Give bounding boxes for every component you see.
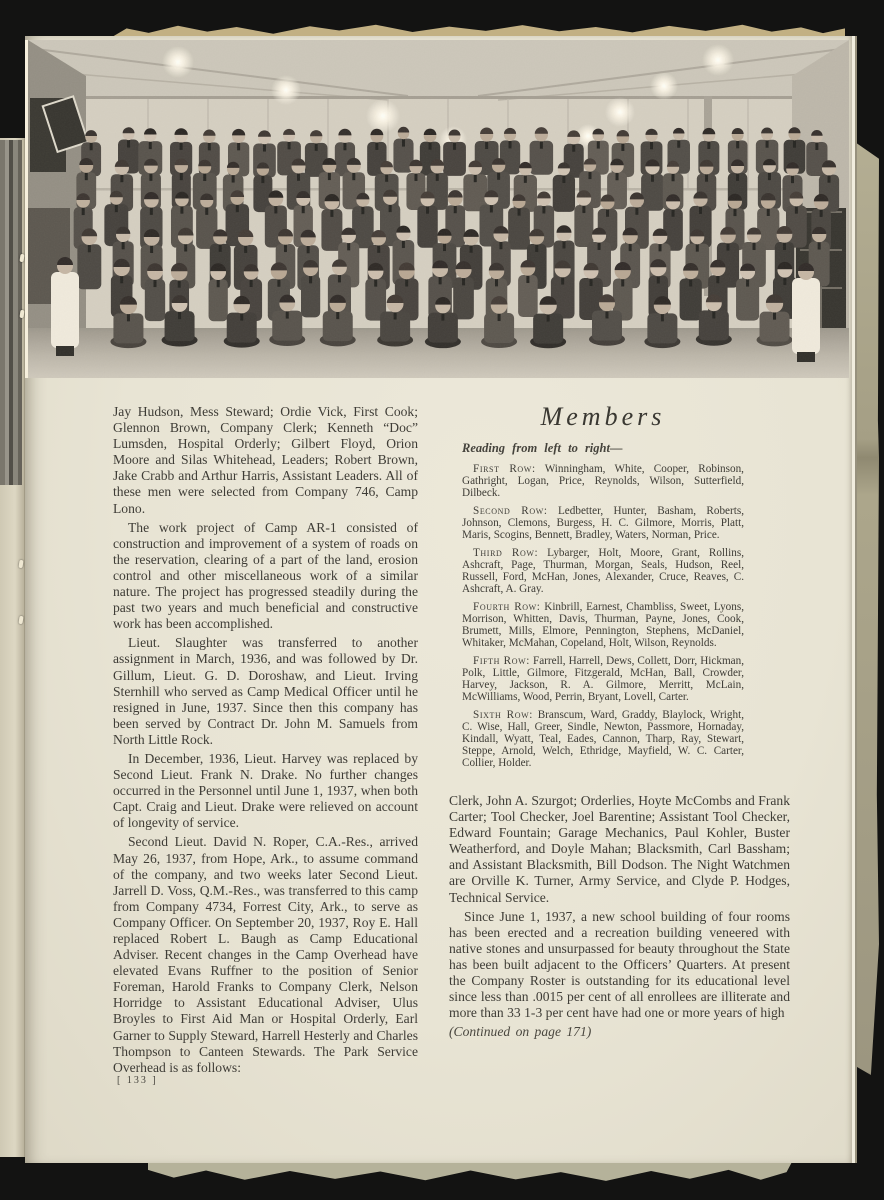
member-row-label: Fifth Row: [473,655,530,667]
continued-note: (Continued on page 171) [449,1024,592,1040]
previous-page-photo-fragment [0,140,22,485]
member-row-label: Sixth Row: [473,709,533,721]
paragraph: Second Lieut. David N. Roper, C.A.-Res., arrived May 26, 1937, from Hope, Ark., to assume command of the company, and two weeks later Second Lieut. Jarrell D. Voss, Q.M.-Res., was transferred to this camp from Company 4734, Forrest City, Ark., to serve as Company Officer. On September 20, 1937, Roy E. Hall replaced Robert L. Baugh as Camp Educational Adviser. Recent changes in the Camp Overhead have elevated Evans Ruffner to the position of Senior Foreman, Harold Franks to Company Clerk, Nelson Horridge to Assistant Educational Adviser, Ulus Broyles to First Aid Man or Hospital Orderly, Earl Garner to Supply Steward, Harrell Hesterly and Charles Thompson to Canteen Stewards. The Park Service Overhead is as follows: [113,834,418,1075]
photo-grain-overlay [28,40,849,378]
member-row-names: Lybarger, Holt, Moore, Grant, Rollins, Ashcraft, Page, Thurman, Morgan, Seals, Hudson, Reel, Russell, Ford, McHan, Jones, Alexander, Cruce, Reaves, C. Ashcraft, A. Gray. [462,547,744,595]
member-row [462,463,744,499]
member-row-label: First Row: [473,463,536,475]
member-row-names: Branscum, Ward, Graddy, Blaylock, Wright, C. Wise, Hall, Greer, Sindle, Newton, Passmore, Hornaday, Kindall, Wyatt, Teal, Eades, Cannon, Tharp, Ray, Stewart, Steppe, Arnold, Welch, Ethridge, Mayfield, W. C. Carter, Collier, Holder. [462,709,744,769]
paragraph: In December, 1936, Lieut. Harvey was replaced by Second Lieut. Frank N. Drake. No further changes occurred in the Personnel until June 1, 1937, when both Capt. Craig and Lieut. Drake were relieved on account of longevity of service. [113,750,418,831]
member-row [462,709,744,769]
member-row [462,655,744,703]
page-edge-bottom [148,1160,793,1182]
members-subtitle: Reading from left to right— [462,441,623,455]
paragraph: Lieut. Slaughter was transferred to another assignment in March, 1936, and was followed by Dr. Gillum, Lieut. G. D. Doroshaw, and Lieut. Irving Sternhill who served as Camp Medical Officer until he resigned in June, 1937. Since then this company has been served by Contract Dr. John M. Samuels from North Little Rock. [113,635,418,747]
paragraph: Clerk, John A. Szurgot; Orderlies, Hoyte McCombs and Frank Carter; Tool Checker, Joel Barentine; Assistant Tool Checker, Edward Fountain; Garage Mechanics, Paul Kohler, Buster Weatherford, and Doyle Mahan; Blacksmith, Carl Bassham; and Assistant Blacksmith, Bill Dodson. The Night Watchmen are Orville K. Turner, Army Service, and Clyde P. Hodges, Technical Service. [449,793,790,905]
group-photograph-svg [28,40,849,378]
right-column-lower [449,793,790,1043]
page-edge-right [852,140,879,1075]
members-title: Members [540,402,666,431]
previous-page-sliver [0,138,25,1157]
member-row-names: Farrell, Harrell, Dews, Collett, Dorr, Hickman, Polk, Little, Gilmore, Fitzgerald, McHan, Ball, Crowder, Harvey, Jackson, R. A. Gilmore, Merritt, McLain, McWilliams, Wood, Perrin, Bryant, Lovell, Carter. [462,655,744,703]
left-column [113,404,418,1079]
member-row-label: Second Row: [473,505,548,517]
member-row-names: Kinbrill, Earnest, Chambliss, Sweet, Lyons, Morrison, Whitten, Davis, Thurman, Payne, Jones, Cook, Brumett, Mills, Elmore, Pennington, Stephens, McDaniel, Whitaker, McMahan, Copeland, Holt, Wilson, Reynolds. [462,601,744,649]
members-section [462,402,744,775]
member-row-label: Third Row: [473,547,539,559]
member-row-names: Winningham, White, Cooper, Robinson, Gathright, Logan, Price, Reynolds, Wilson, Sutterfield, Dilbeck. [462,463,744,499]
member-row-label: Fourth Row: [473,601,541,613]
paragraph: The work project of Camp AR-1 consisted of construction and improvement of a system of roads on the reservation, clearing of a part of the land, erosion control and other miscellaneous work of a similar nature. The project has progressed steadily during the past two years and much beneficial and constructive work has been accomplished. [113,519,418,632]
yearbook-page [25,36,852,1163]
group-photograph [28,40,849,378]
member-row-names: Ledbetter, Hunter, Basham, Roberts, Johnson, Clemons, Burgess, H. C. Gilmore, Morris, Platt, Maris, Scogins, Bennett, Bradley, Waters, Norman, Price. [462,505,745,541]
member-row [462,547,744,595]
paragraph: Since June 1, 1937, a new school building of four rooms has been erected and a recreation building veneered with native stones and unsurpassed for beauty throughout the State has been built adjacent to the Officers’ Quarters. At present the Company Roster is outstanding for its educational level since less than .0015 per cent of all enrollees are illiterate and more than 33 1-3 per cent have had one or more years of high [449,908,790,1021]
paragraph: Jay Hudson, Mess Steward; Ordie Vick, First Cook; Glennon Brown, Company Clerk; Kenneth “Doc” Lumsden, Hospital Orderly; Gilbert Floyd, Orion Moore and Silas Whitehead, Leaders; Robert Brown, Jake Crabb and Arthur Harris, Assistant Leaders. All of these men were selected from Company 746, Camp Lono. [113,404,418,516]
member-row [462,505,744,541]
member-row [462,601,744,649]
page-number: [ 133 ] [117,1075,158,1086]
